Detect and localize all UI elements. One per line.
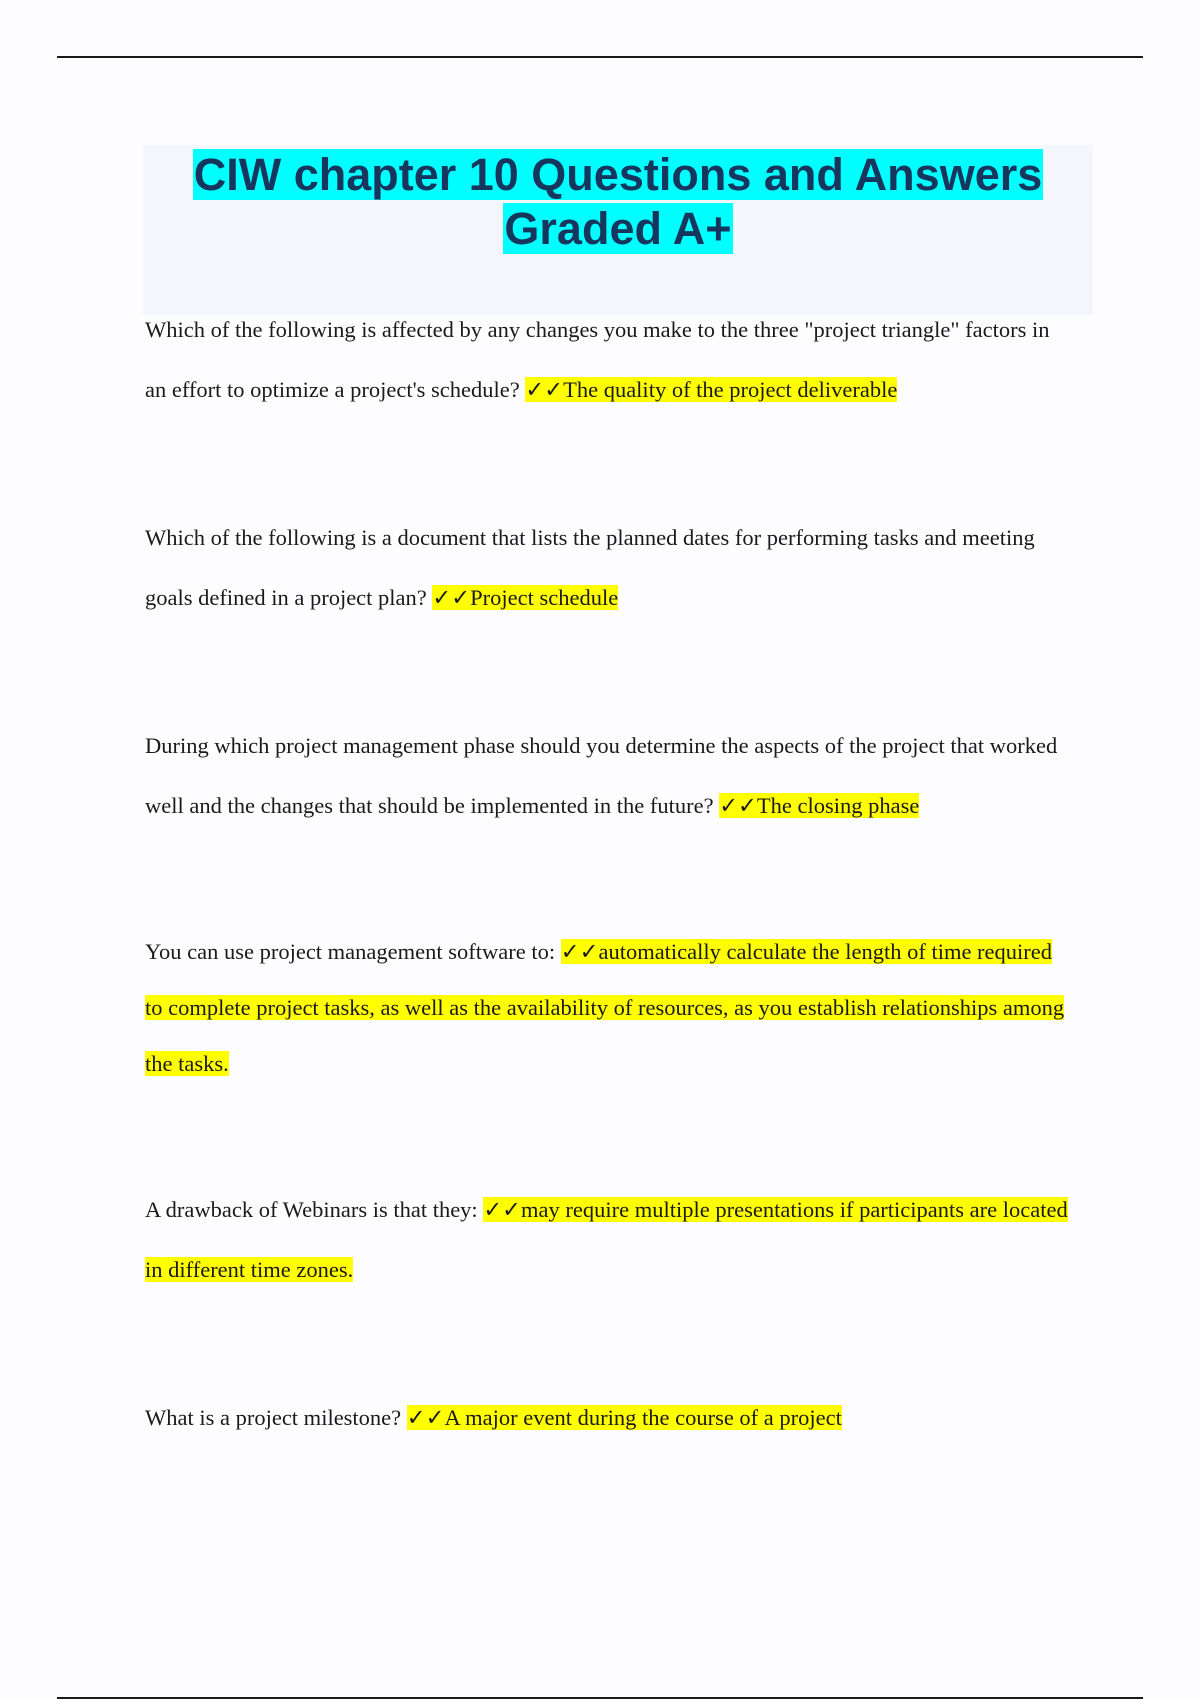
- answer-highlight: [719, 793, 919, 818]
- answer-text: The quality of the project deliverable: [563, 377, 898, 402]
- qa-item: [145, 716, 1075, 836]
- check-icon: ✓✓: [406, 1405, 445, 1430]
- answer-text: A major event during the course of a project: [444, 1405, 842, 1430]
- title-block: [143, 145, 1093, 315]
- answer-text: automatically calculate the length of time required to complete project tasks, as well as the availability of resources, as you establish relationships among the tasks.: [145, 939, 1065, 1076]
- question-text: What is a project milestone?: [145, 1405, 402, 1430]
- answer-text: Project schedule: [470, 585, 619, 610]
- qa-item: [145, 508, 1075, 628]
- qa-item: [145, 300, 1075, 420]
- check-icon: ✓✓: [432, 585, 471, 610]
- answer-text: The closing phase: [756, 793, 920, 818]
- qa-item: [145, 1180, 1075, 1300]
- check-icon: ✓✓: [483, 1197, 522, 1222]
- question-text: A drawback of Webinars is that they:: [145, 1197, 478, 1222]
- title-line-2: Graded A+: [504, 203, 732, 254]
- title-line-1: CIW chapter 10 Questions and Answers: [193, 149, 1043, 200]
- question-text: You can use project management software to:: [145, 939, 556, 964]
- check-icon: ✓✓: [719, 793, 757, 818]
- answer-highlight: [407, 1405, 842, 1430]
- answer-highlight: [525, 377, 897, 402]
- answer-text: may require multiple presentations if participants are located in different time zones.: [145, 1197, 1068, 1282]
- qa-list: [145, 300, 1075, 1448]
- document-title: [143, 145, 1093, 256]
- top-rule: [57, 56, 1143, 58]
- check-icon: ✓✓: [525, 377, 564, 402]
- question-text: Which of the following is a document that lists the planned dates for performing tasks and meeting goals defined in a project plan?: [145, 525, 1035, 610]
- question-text: During which project management phase should you determine the aspects of the project that worked well and the changes that should be implemented in the future?: [145, 733, 1058, 818]
- qa-item: [145, 1388, 1075, 1448]
- qa-item: [145, 924, 1075, 1092]
- bottom-rule: [57, 1697, 1143, 1699]
- check-icon: ✓✓: [560, 939, 599, 964]
- question-text: Which of the following is affected by any changes you make to the three "project triangle" factors in an effort to optimize a project's schedule?: [145, 317, 1050, 402]
- answer-highlight: [432, 585, 618, 610]
